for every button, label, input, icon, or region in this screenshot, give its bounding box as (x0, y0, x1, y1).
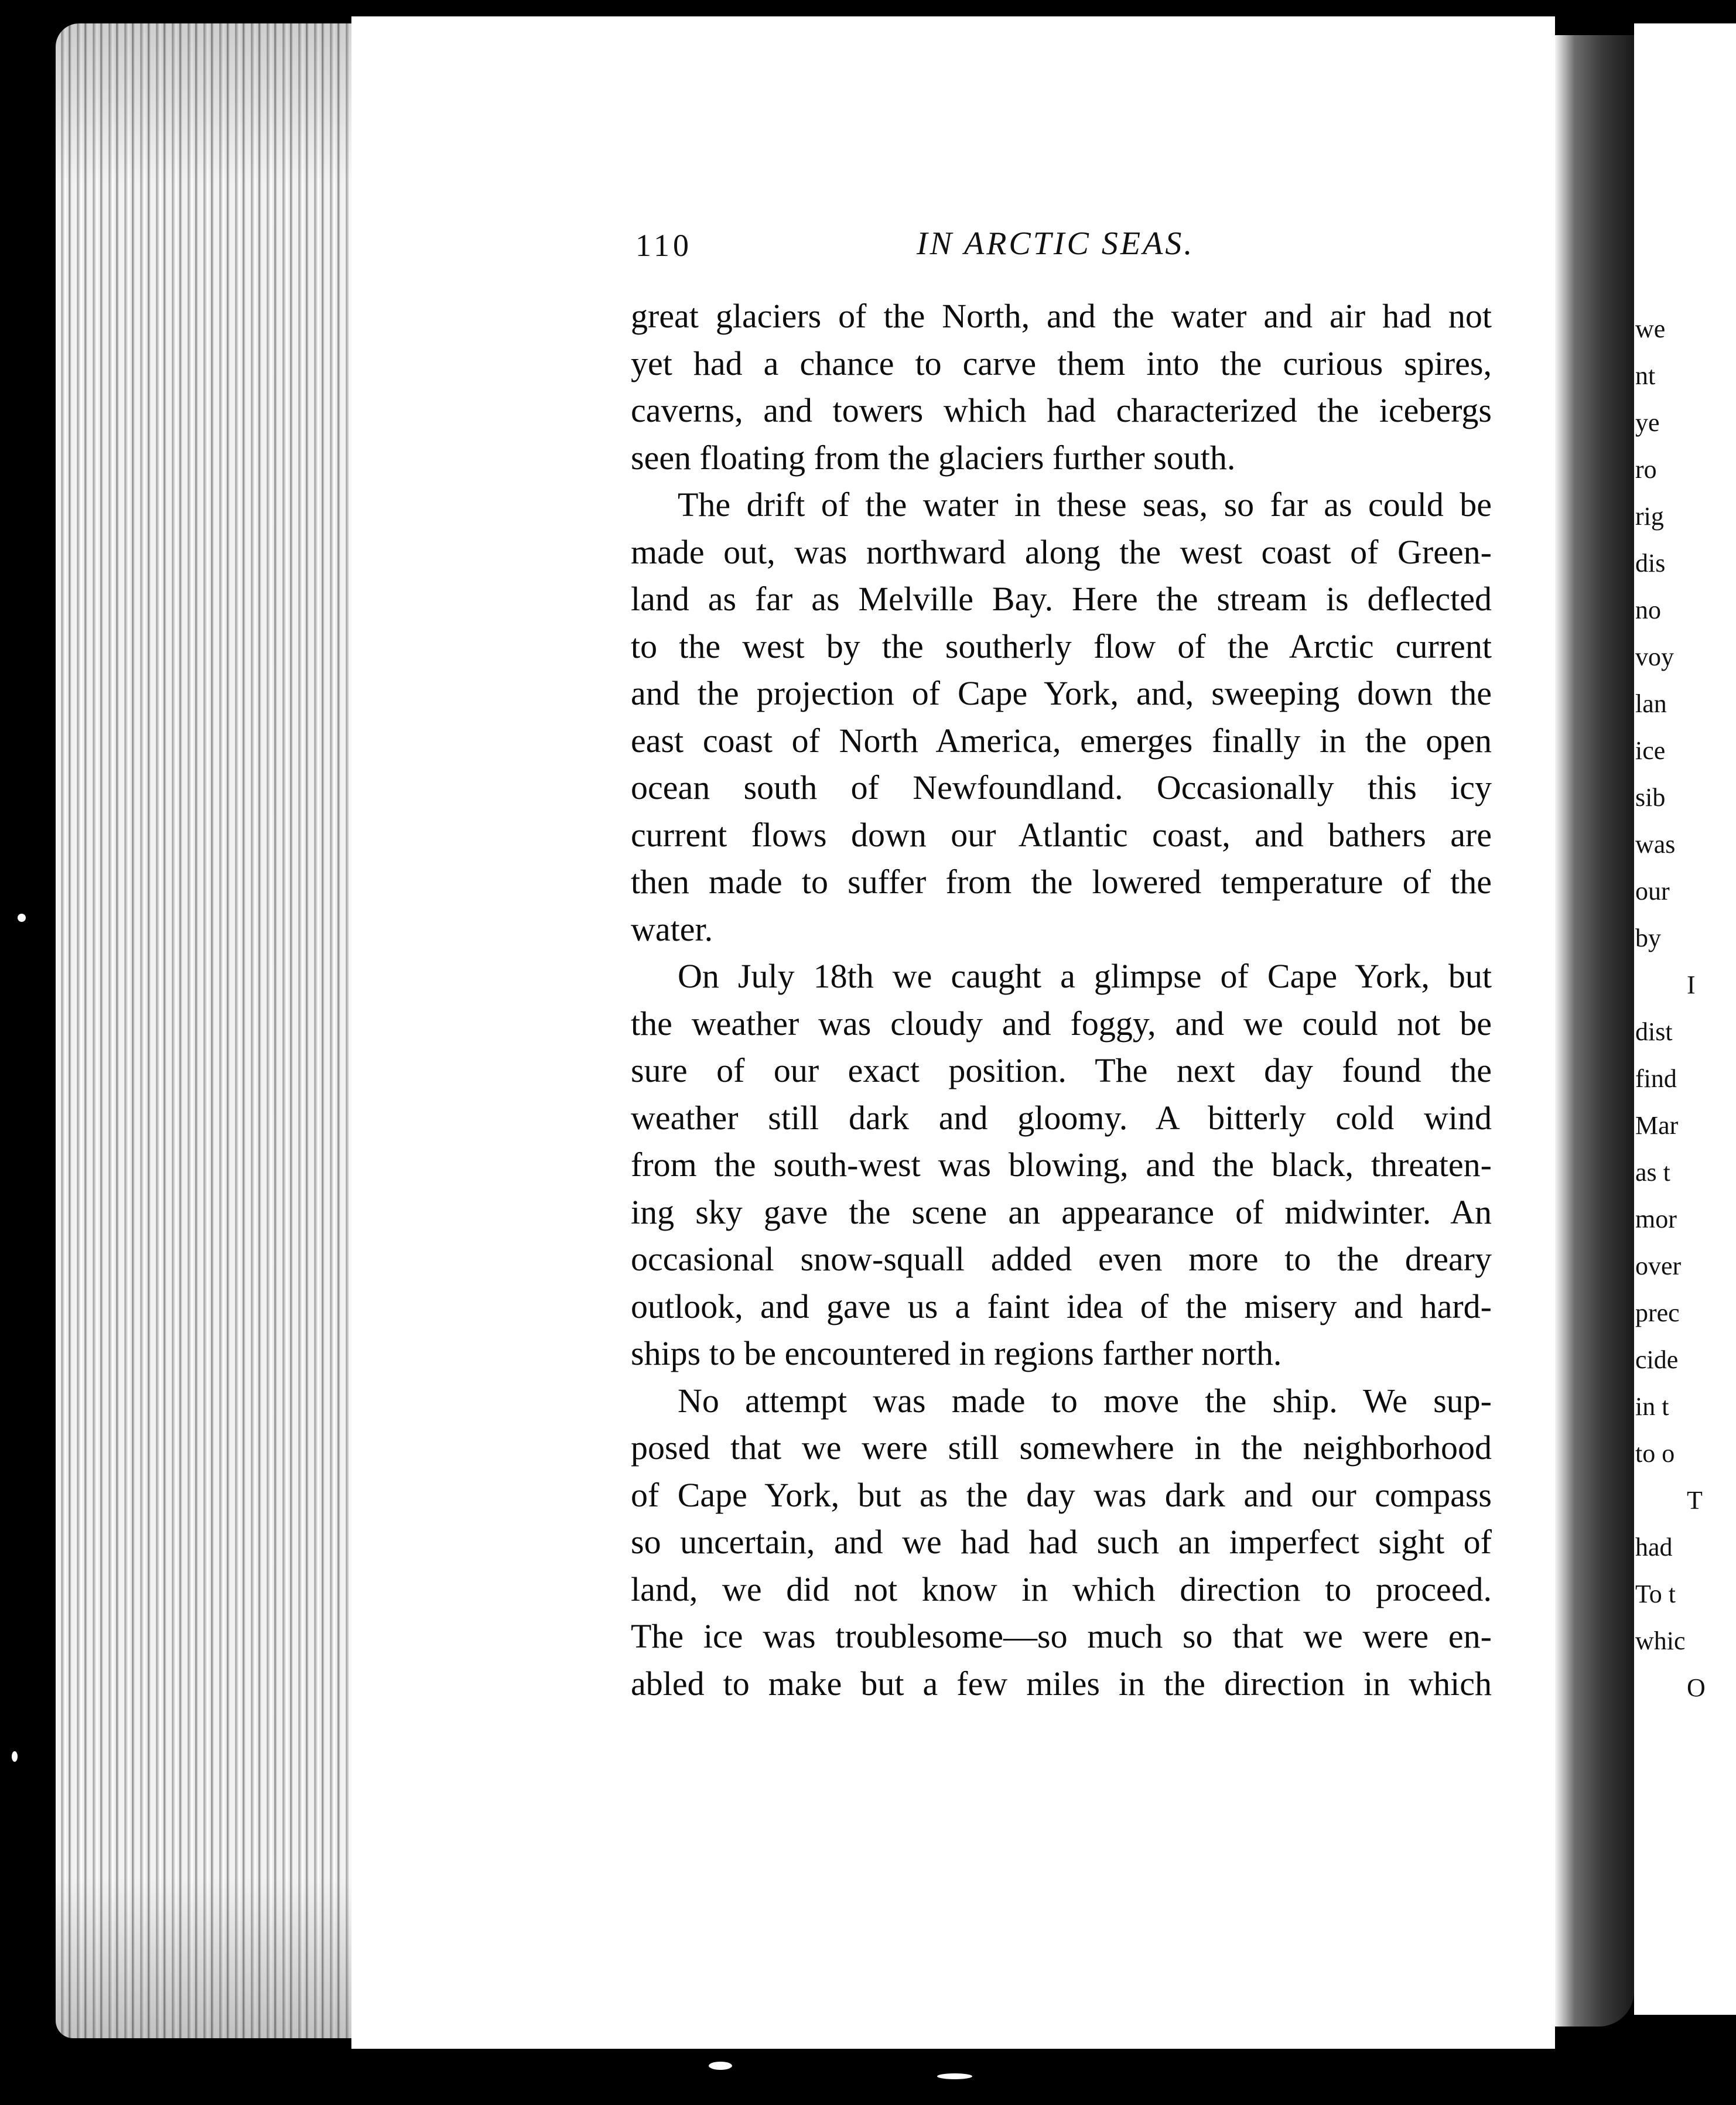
book-gutter-shadow (1555, 35, 1634, 2027)
scan-speck (18, 914, 26, 922)
text-line: to the west by the southerly flow of the Arctic current (631, 627, 1492, 665)
facing-fragment: nt (1635, 361, 1656, 390)
closed-page-edges (56, 23, 354, 2038)
text-line: so uncertain, and we had had such an imperfect sight of (631, 1523, 1492, 1561)
facing-fragment: Mar (1635, 1111, 1679, 1140)
facing-fragment: as t (1635, 1158, 1670, 1187)
text-line: the weather was cloudy and foggy, and we could not be (631, 1004, 1492, 1043)
facing-fragment: in t (1635, 1392, 1669, 1421)
facing-fragment: we (1635, 315, 1666, 343)
facing-fragment: voy (1635, 643, 1674, 671)
scan-speck (937, 2073, 972, 2079)
text-line: yet had a chance to carve them into the curious spires, (631, 344, 1492, 382)
text-line: sure of our exact position. The next day found the (631, 1051, 1492, 1089)
scan-speck (709, 2062, 732, 2070)
facing-fragment: I (1687, 971, 1696, 999)
scan-speck (12, 1751, 18, 1762)
text-line: land, we did not know in which direction to proceed. (631, 1570, 1492, 1608)
text-line: ocean south of Newfoundland. Occasionally this icy (631, 768, 1492, 807)
facing-fragment: had (1635, 1533, 1673, 1561)
facing-fragment: to o (1635, 1439, 1675, 1468)
text-line: caverns, and towers which had characterized the icebergs (631, 391, 1492, 429)
facing-fragment: T (1687, 1486, 1703, 1515)
running-head (635, 227, 1491, 268)
facing-fragment: dis (1635, 549, 1666, 577)
text-line: ships to be encountered in regions farther north. (631, 1334, 1282, 1372)
text-line: made out, was northward along the west coast of Green- (631, 532, 1492, 571)
text-line: great glaciers of the North, and the water and air had not (631, 297, 1492, 335)
facing-fragment: find (1635, 1064, 1677, 1093)
text-line: outlook, and gave us a faint idea of the misery and hard- (631, 1287, 1492, 1325)
text-line: of Cape York, but as the day was dark and our compass (631, 1475, 1492, 1514)
facing-fragment: sib (1635, 783, 1666, 812)
text-line: ing sky gave the scene an appearance of midwinter. An (631, 1192, 1492, 1231)
facing-fragment: O (1687, 1673, 1706, 1702)
text-line: The ice was troublesome—so much so that we were en- (631, 1617, 1492, 1655)
text-line: On July 18th we caught a glimpse of Cape York, but (678, 957, 1492, 995)
facing-fragment: over (1635, 1252, 1682, 1280)
body-text (631, 293, 1492, 1707)
text-line: No attempt was made to move the ship. We sup- (678, 1381, 1492, 1420)
text-line: abled to make but a few miles in the direction in which (631, 1664, 1492, 1703)
facing-fragment: ice (1635, 736, 1666, 765)
text-line: land as far as Melville Bay. Here the stream is deflected (631, 580, 1492, 618)
facing-fragment: was (1635, 830, 1676, 859)
facing-fragment: ro (1635, 455, 1657, 484)
running-title: IN ARCTIC SEAS. (917, 225, 1195, 262)
text-line: The drift of the water in these seas, so far as could be (678, 486, 1492, 524)
text-line: posed that we were still somewhere in the neighborhood (631, 1429, 1492, 1467)
text-line: seen floating from the glaciers further south. (631, 438, 1236, 477)
facing-fragment: rig (1635, 502, 1664, 531)
text-line: occasional snow-squall added even more to the dreary (631, 1240, 1492, 1278)
facing-fragment: dist (1635, 1017, 1673, 1046)
text-line: then made to suffer from the lowered temperature of the (631, 863, 1492, 901)
facing-fragment: no (1635, 596, 1661, 624)
text-line: water. (631, 910, 713, 948)
facing-fragment: by (1635, 924, 1661, 952)
facing-fragment: lan (1635, 689, 1667, 718)
text-line: weather still dark and gloomy. A bitterly cold wind (631, 1098, 1492, 1137)
facing-fragment: cide (1635, 1345, 1679, 1374)
facing-fragment: ye (1635, 408, 1660, 437)
facing-fragment: whic (1635, 1626, 1686, 1655)
facing-fragment: our (1635, 877, 1670, 905)
text-line: and the projection of Cape York, and, sweeping down the (631, 674, 1492, 712)
facing-fragment: To t (1635, 1580, 1676, 1608)
facing-page (1634, 23, 1736, 2015)
facing-fragment: mor (1635, 1205, 1677, 1233)
facing-fragment: prec (1635, 1298, 1680, 1327)
page-number: 110 (635, 228, 692, 263)
text-line: from the south-west was blowing, and the black, threaten- (631, 1146, 1492, 1184)
text-line: current flows down our Atlantic coast, and bathers are (631, 815, 1492, 854)
text-line: east coast of North America, emerges finally in the open (631, 721, 1492, 760)
